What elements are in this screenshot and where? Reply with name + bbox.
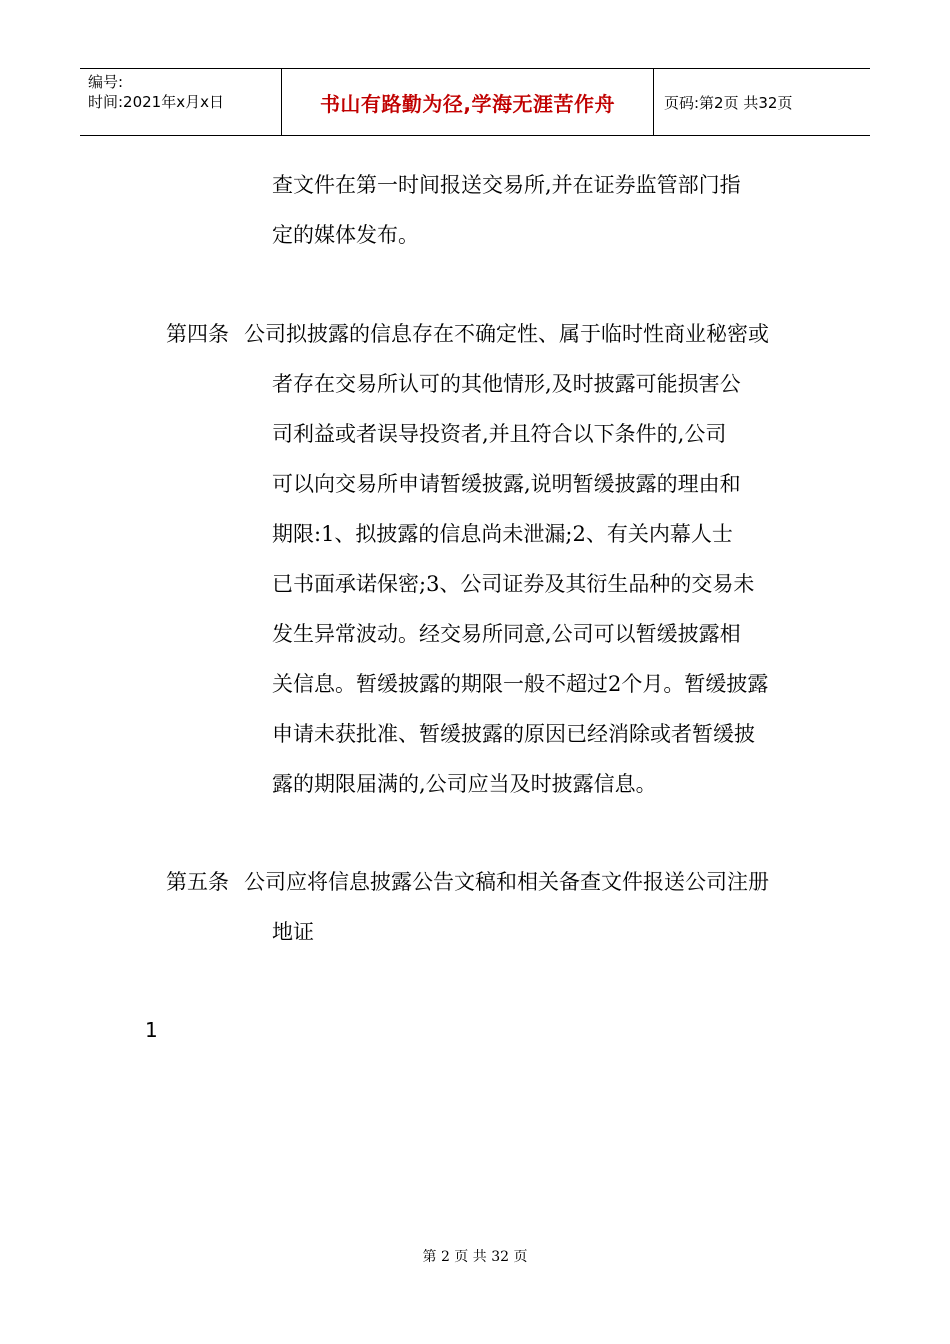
text-line: 期限:1、拟披露的信息尚未泄漏;2、有关内幕人士 — [272, 522, 733, 546]
text-line: 申请未获批准、暂缓披露的原因已经消除或者暂缓披 — [272, 722, 755, 746]
page-footer: 第 2 页 共 32 页 — [422, 1249, 528, 1265]
page-info: 页码:第2页 共32页 — [664, 93, 793, 112]
text-line: 司利益或者误导投资者,并且符合以下条件的,公司 — [272, 422, 727, 446]
text-line: 地证 — [272, 920, 314, 944]
text-line: 已书面承诺保密;3、公司证券及其衍生品种的交易未 — [272, 572, 755, 596]
header-motto-cell — [282, 69, 654, 135]
text-line: 公司应将信息披露公告文稿和相关备查文件报送公司注册 — [244, 870, 769, 894]
text-line: 公司拟披露的信息存在不确定性、属于临时性商业秘密或 — [244, 322, 769, 346]
time-label: 时间:2021年x月x日 — [88, 93, 224, 111]
number-label: 编号: — [88, 73, 124, 91]
article-5-body — [272, 907, 314, 957]
article-4-label: 第四条 — [166, 322, 229, 346]
header-page-cell — [654, 69, 870, 135]
article-4-first-line — [244, 309, 769, 359]
motto-text: 书山有路勤为径,学海无涯苦作舟 — [319, 91, 616, 116]
header-meta-cell — [80, 69, 282, 135]
article-5-label: 第五条 — [166, 870, 229, 894]
text-line: 定的媒体发布。 — [272, 223, 419, 247]
text-line: 可以向交易所申请暂缓披露,说明暂缓披露的理由和 — [272, 472, 741, 496]
article-4-body — [272, 359, 768, 809]
page-number: 1 — [145, 1018, 158, 1042]
article-5-first-line — [244, 857, 769, 907]
text-line: 者存在交易所认可的其他情形,及时披露可能损害公 — [272, 372, 741, 396]
continuation-paragraph — [272, 160, 741, 260]
text-line: 关信息。暂缓披露的期限一般不超过2个月。暂缓披露 — [272, 672, 769, 696]
text-line: 发生异常波动。经交易所同意,公司可以暂缓披露相 — [272, 622, 741, 646]
document-header — [80, 68, 870, 136]
text-line: 露的期限届满的,公司应当及时披露信息。 — [272, 772, 657, 796]
text-line: 查文件在第一时间报送交易所,并在证券监管部门指 — [272, 173, 741, 197]
